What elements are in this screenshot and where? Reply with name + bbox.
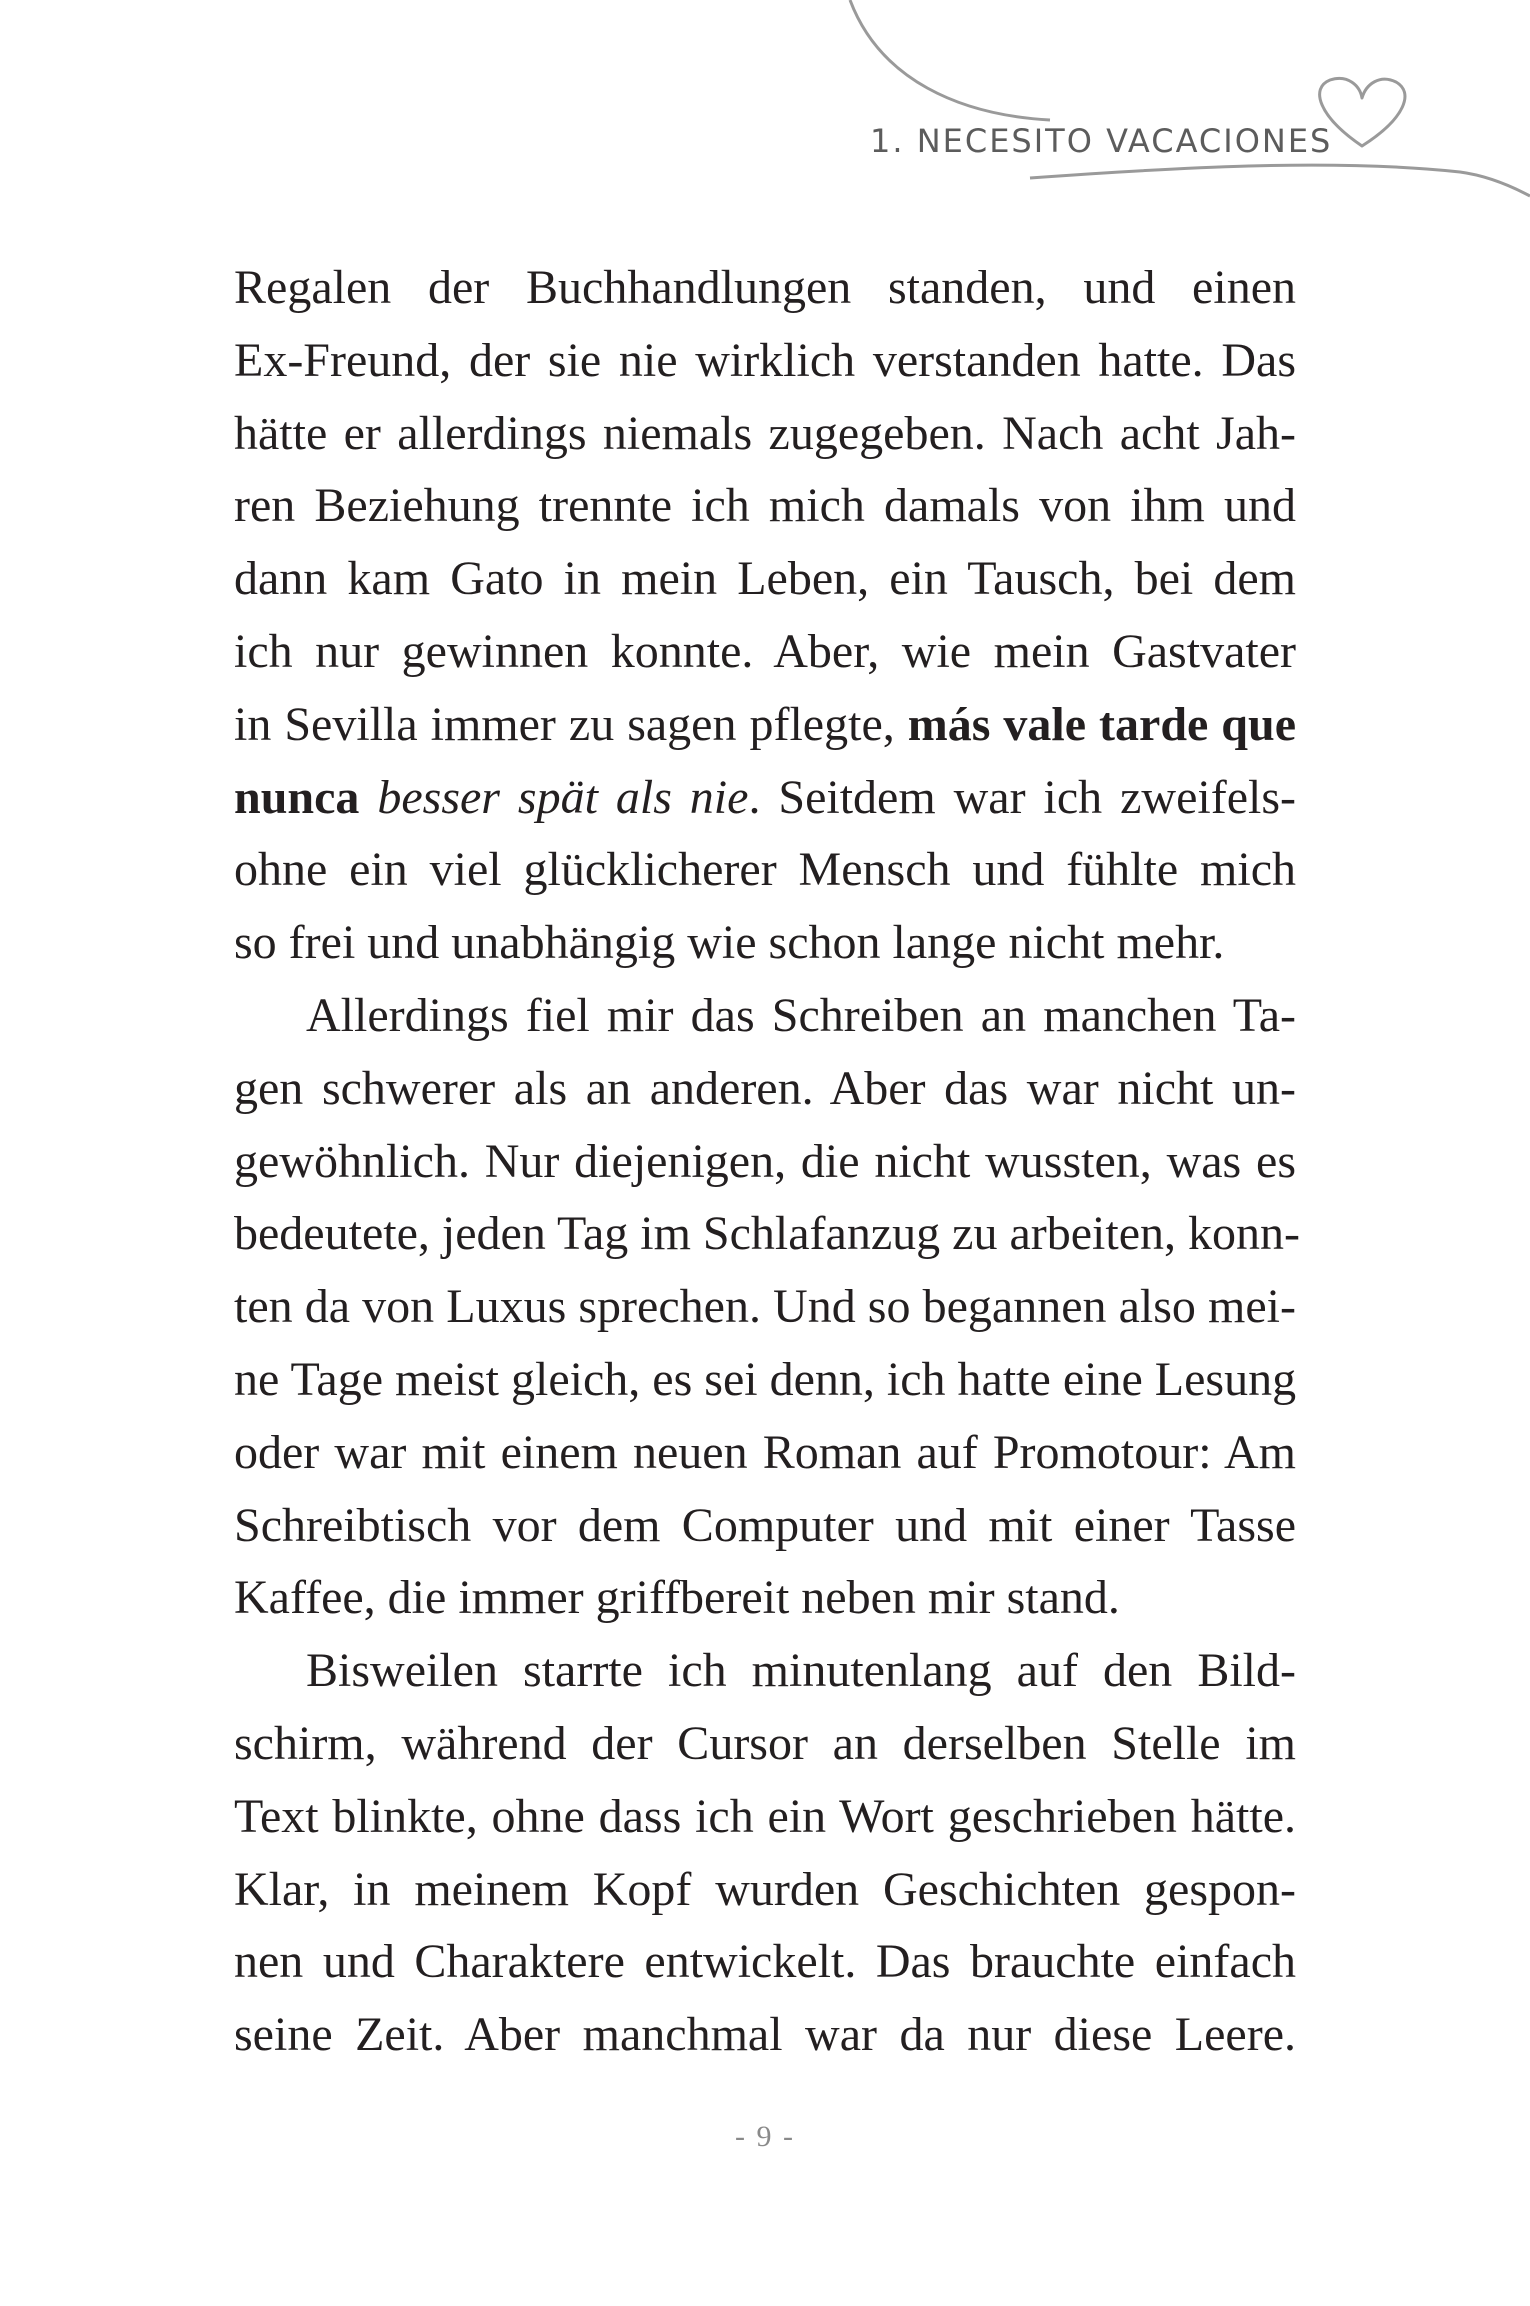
text-line: ich nur gewinnen konnte. Aber, wie mein Gastvater [234, 624, 1296, 678]
page-number: - 9 - [735, 2120, 795, 2153]
spanish-phrase: más vale tarde que [907, 697, 1297, 751]
text-line: schirm, während der Cursor an derselben Stelle im [234, 1716, 1296, 1770]
text-line: Schreibtisch vor dem Computer und mit einer Tasse [234, 1498, 1296, 1552]
text-line: ren Beziehung trennte ich mich damals von ihm und [234, 479, 1296, 533]
text-run: . Seitdem war ich zweifels- [748, 770, 1296, 824]
german-translation: besser spät als nie [377, 770, 749, 824]
text-line: nen und Charaktere entwickelt. Das brauchte einfach [234, 1935, 1296, 1989]
running-head: 1. NECESITO VACACIONES [870, 122, 1333, 160]
text-line: Allerdings fiel mir das Schreiben an manchen Ta- [306, 988, 1296, 1042]
text-line: oder war mit einem neuen Roman auf Promotour: Am [234, 1425, 1296, 1479]
text-line: Kaffee, die immer griffbereit neben mir stand. [234, 1571, 1120, 1625]
text-line: Klar, in meinem Kopf wurden Geschichten gespon- [234, 1862, 1296, 1916]
text-line: hätte er allerdings niemals zugegeben. Nach acht Jah- [234, 406, 1296, 460]
body-text [234, 252, 1301, 2072]
text-line: ne Tage meist gleich, es sei denn, ich hatte eine Lesung [234, 1352, 1297, 1406]
text-line: gewöhnlich. Nur diejenigen, die nicht wussten, was es [234, 1134, 1296, 1188]
text-line: Bisweilen starrte ich minutenlang auf den Bild- [306, 1644, 1296, 1698]
header-underline [1030, 165, 1530, 196]
text-line [234, 762, 1296, 835]
text-line: dann kam Gato in mein Leben, ein Tausch, bei dem [234, 552, 1296, 606]
text-line [234, 689, 1296, 762]
text-line: Ex-Freund, der sie nie wirklich verstanden hatte. Das [234, 333, 1296, 387]
text-line: ten da von Luxus sprechen. Und so begannen also mei- [234, 1280, 1296, 1334]
text-line: ohne ein viel glücklicherer Mensch und fühlte mich [234, 843, 1296, 897]
spanish-phrase: nunca [234, 770, 360, 824]
text-line: seine Zeit. Aber manchmal war da nur diese Leere. [234, 2008, 1296, 2062]
header-decoration [0, 0, 1530, 240]
text-line: gen schwerer als an anderen. Aber das war nicht un- [234, 1061, 1296, 1115]
text-line: Regalen der Buchhandlungen standen, und einen [234, 261, 1296, 314]
text-line: Text blinkte, ohne dass ich ein Wort geschrieben hätte. [234, 1789, 1296, 1843]
header-swoosh-line [850, 0, 1050, 120]
text-line: bedeutete, jeden Tag im Schlafanzug zu arbeiten, konn- [234, 1207, 1301, 1261]
text-line: so frei und unabhängig wie schon lange nicht mehr. [234, 916, 1225, 970]
text-run: in Sevilla immer zu sagen pflegte, [234, 697, 895, 751]
heart-outline-icon [1320, 78, 1405, 146]
